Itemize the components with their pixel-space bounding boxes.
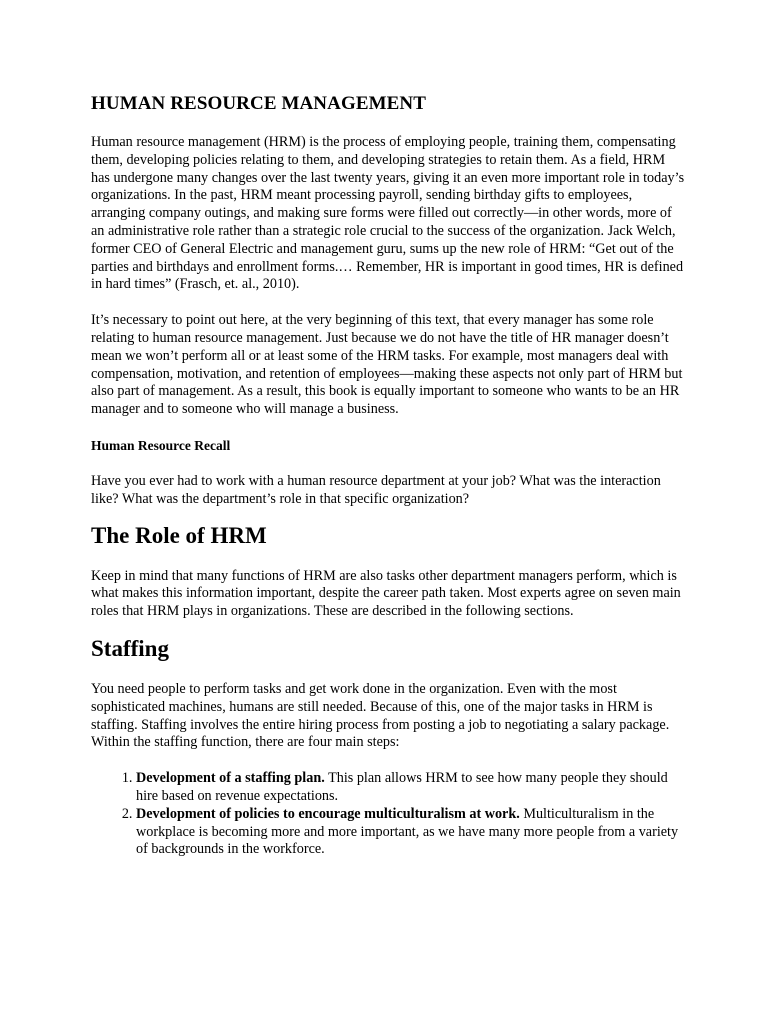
recall-heading: Human Resource Recall [91, 437, 231, 453]
managers-paragraph: It’s necessary to point out here, at the very beginning of this text, that every manager has some role relating to human resource management. Just because we do not have the title of HR manager doesn’t mean we won’t perform all or at least some of the HRM tasks. For example, most managers deal with compensation, motivation, and retention of employees—making these aspects not only part of HRM but also part of management. As a result, this book is equally important to someone who wants to be an HR manager and to someone who will manage a business. [91, 312, 683, 418]
recall-paragraph: Have you ever had to work with a human resource department at your job? What was the interaction like? What was the department’s role in that specific organization? [91, 472, 661, 507]
list-item [136, 770, 687, 806]
step-title: Development of policies to encourage multiculturalism at work. [136, 805, 520, 822]
document-page [91, 92, 687, 859]
staffing-steps-list [91, 770, 687, 859]
role-of-hrm-paragraph: Keep in mind that many functions of HRM are also tasks other department managers perform, which is what makes this information important, despite the career path taken. Most experts agree on seven main roles that HRM plays in organizations. These are described in the following sections. [91, 567, 681, 620]
step-title: Development of a staffing plan. [136, 770, 325, 787]
staffing-paragraph: You need people to perform tasks and get work done in the organization. Even with the most sophisticated machines, humans are still needed. Because of this, one of the major tasks in HRM is staffing. Staffing involves the entire hiring process from posting a job to negotiating a salary package. Within the staffing function, there are four main steps: [91, 680, 670, 751]
staffing-heading: Staffing [91, 635, 169, 661]
document-title: HUMAN RESOURCE MANAGEMENT [91, 93, 426, 114]
list-item [136, 806, 687, 859]
step-description: This plan allows HRM to see how many people they should hire based on revenue expectations. [136, 770, 668, 804]
role-of-hrm-heading: The Role of HRM [91, 522, 267, 548]
intro-paragraph: Human resource management (HRM) is the process of employing people, training them, compensating them, developing policies relating to them, and developing strategies to retain them. As a field, HRM has undergone many changes over the last twenty years, giving it an even more important role in today’s organizations. In the past, HRM meant processing payroll, sending birthday gifts to employees, arranging company outings, and making sure forms were filled out correctly—in other words, more of an administrative role rather than a strategic role crucial to the success of the organization. Jack Welch, former CEO of General Electric and management guru, sums up the new role of HRM: “Get out of the parties and birthdays and enrollment forms.… Remember, HR is important in good times, HR is defined in hard times” (Frasch, et. al., 2010). [91, 134, 685, 293]
step-description: Multiculturalism in the workplace is becoming more and more important, as we have many more people from a variety of backgrounds in the workforce. [136, 805, 679, 858]
